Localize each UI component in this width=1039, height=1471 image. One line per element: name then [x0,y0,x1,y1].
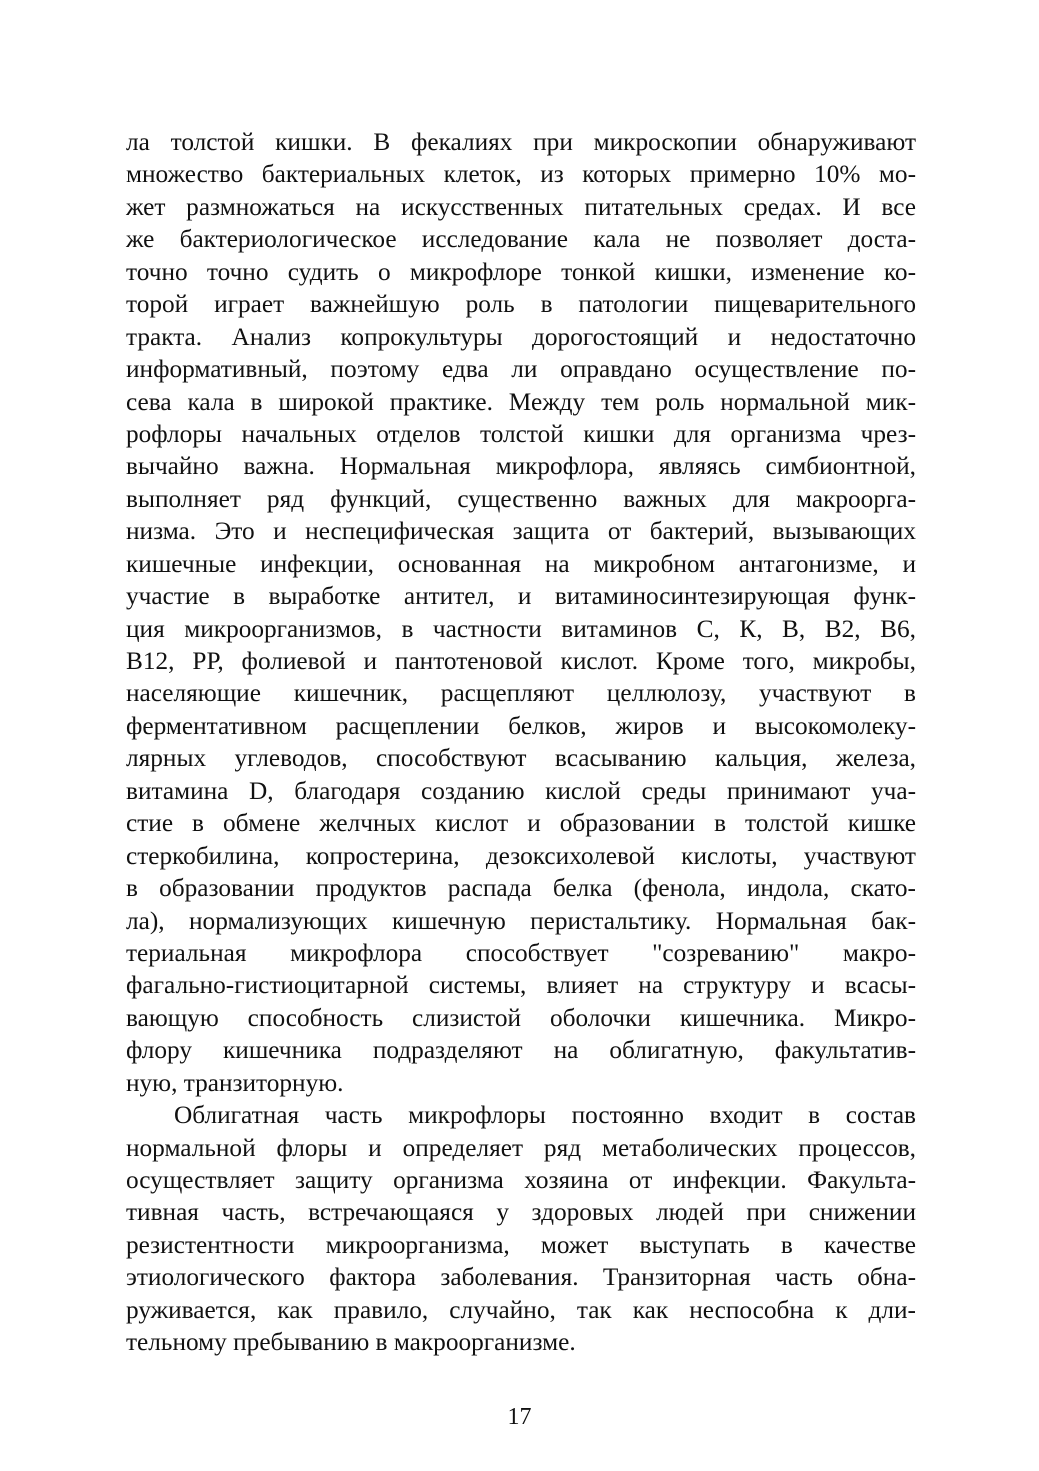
text-line: ферментативном расщеплении белков, жиров и высокомолеку- [126,711,916,740]
text-line: Облигатная часть микрофлоры постоянно входит в состав [174,1101,916,1130]
text-line: ную, транзиторную. [126,1068,344,1097]
text-line: ла толстой кишки. В фекалиях при микроскопии обнаруживают [126,128,916,156]
text-line: тельному пребыванию в макроорганизме. [126,1328,576,1357]
paragraph-1 [126,126,916,1099]
text-line: В12, РР, фолиевой и пантотеновой кислот. Кроме того, микробы, [126,647,916,675]
text-line: вающую способность слизистой оболочки кишечника. Микро- [126,1003,916,1032]
text-line: вычайно важна. Нормальная микрофлора, являясь симбионтной, [126,452,916,481]
text-line: информативный, поэтому едва ли оправдано осуществление по- [126,355,916,384]
paragraph-2 [126,1099,916,1359]
text-line: териальная микрофлора способствует "созреванию" макро- [126,938,916,967]
text-line: торой играет важнейшую роль в патологии пищеварительного [126,290,916,319]
text-line: тивная часть, встречающаяся у здоровых людей при снижении [126,1198,916,1227]
text-line: руживается, как правило, случайно, так как неспособна к дли- [126,1295,916,1324]
text-line: выполняет ряд функций, существенно важных для макроорга- [126,484,916,513]
text-line: в образовании продуктов распада белка (фенола, индола, скато- [126,874,916,903]
text-line: населяющие кишечник, расщепляют целлюлозу, участвуют в [126,679,916,708]
text-line: точно точно судить о микрофлоре тонкой кишки, изменение ко- [126,257,916,286]
text-line: флору кишечника подразделяют на облигатную, факультатив- [126,1036,916,1065]
text-line: резистентности микроорганизма, может выступать в качестве [126,1230,916,1259]
text-line: кишечные инфекции, основанная на микробном антагонизме, и [126,549,916,578]
text-line: фагально-гистиоцитарной системы, влияет на структуру и всасы- [126,971,916,1000]
text-line: жет размножаться на искусственных питательных средах. И все [126,192,916,221]
page-number: 17 [507,1404,532,1430]
text-line: осуществляет защиту организма хозяина от инфекции. Факульта- [126,1166,916,1194]
text-line: сева кала в широкой практике. Между тем роль нормальной мик- [126,387,916,416]
text-line: ла), нормализующих кишечную перистальтику. Нормальная бак- [126,906,916,935]
text-line: низма. Это и неспецифическая защита от бактерий, вызывающих [126,517,916,546]
text-line: участие в выработке антител, и витаминосинтезирующая функ- [126,582,916,611]
text-line: витамина D, благодаря созданию кислой среды принимают уча- [126,776,916,805]
text-line: ция микроорганизмов, в частности витаминов С, К, В, В2, В6, [126,614,916,643]
body-text [126,126,916,1359]
text-line: множество бактериальных клеток, из которых примерно 10% мо- [126,160,916,189]
text-line: нормальной флоры и определяет ряд метаболических процессов, [126,1133,916,1162]
text-line: же бактериологическое исследование кала не позволяет доста- [126,225,916,254]
text-line: лярных углеводов, способствуют всасыванию кальция, железа, [126,744,916,773]
text-line: стеркобилина, копростерина, дезоксихолевой кислоты, участвуют [126,841,916,870]
text-line: тракта. Анализ копрокультуры дорогостоящий и недостаточно [126,322,916,351]
text-line: стие в обмене желчных кислот и образовании в толстой кишке [126,809,916,838]
text-line: рофлоры начальных отделов толстой кишки для организма чрез- [126,419,916,448]
text-line: этиологического фактора заболевания. Транзиторная часть обна- [126,1263,916,1292]
